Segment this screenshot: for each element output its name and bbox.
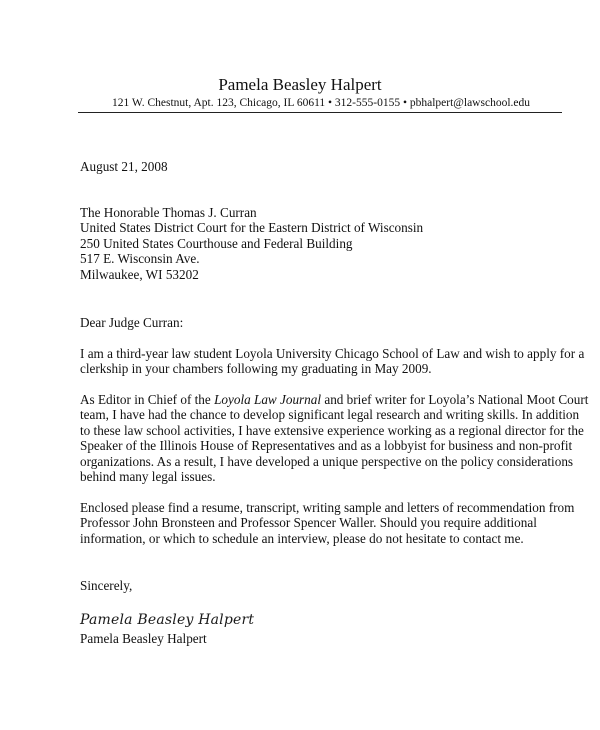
paragraph-line: Enclosed please find a resume, transcript, writing sample and letters of recommendation from — [80, 500, 575, 515]
text-run: and brief writer for Loyola’s National Moot Court — [321, 392, 589, 407]
recipient-line: The Honorable Thomas J. Curran — [80, 205, 257, 220]
letterhead-contact: 121 W. Chestnut, Apt. 123, Chicago, IL 60611 • 312-555-0155 • pbhalpert@lawschool.edu — [111, 97, 530, 109]
text-run: As Editor in Chief of the — [80, 392, 215, 407]
paragraph-intro — [80, 346, 585, 377]
letter-date: August 21, 2008 — [80, 159, 168, 174]
recipient-line: 517 E. Wisconsin Ave. — [80, 251, 200, 267]
typed-name: Pamela Beasley Halpert — [80, 631, 207, 646]
closing: Sincerely, — [80, 578, 133, 593]
paragraph-line: clerkship in your chambers following my graduating in May 2009. — [80, 361, 432, 377]
letterhead-name: Pamela Beasley Halpert — [218, 75, 382, 94]
recipient-line: Milwaukee, WI 53202 — [80, 266, 199, 282]
signature: Pamela Beasley Halpert — [80, 612, 255, 628]
recipient-line: United States District Court for the Eastern District of Wisconsin — [80, 220, 424, 236]
letterhead-divider — [78, 112, 562, 113]
paragraph-line: Speaker of the Illinois House of Representatives and as a lobbyist for business and non-profit — [80, 438, 573, 454]
paragraph-line: organizations. As a result, I have developed a unique perspective on the policy considerations — [80, 453, 574, 469]
paragraph-enclosures — [80, 500, 575, 546]
paragraph-line: information, or which to schedule an interview, please do not hesitate to contact me. — [80, 530, 524, 546]
recipient-address — [80, 205, 570, 282]
paragraph-line: team, I have had the chance to develop significant legal research and writing skills. In addition — [80, 407, 580, 423]
salutation: Dear Judge Curran: — [80, 315, 184, 330]
paragraph-line: to these law school activities, I have extensive experience working as a regional director for the — [80, 422, 584, 438]
paragraph-experience — [80, 392, 589, 485]
paragraph-line — [80, 392, 589, 407]
paragraph-line: I am a third-year law student Loyola University Chicago School of Law and wish to apply for a — [80, 346, 585, 361]
paragraph-line: Professor John Bronsteen and Professor Spencer Waller. Should you require additional — [80, 515, 537, 531]
paragraph-line: behind many legal issues. — [80, 469, 216, 485]
recipient-line: 250 United States Courthouse and Federal Building — [80, 235, 353, 251]
journal-title: Loyola Law Journal — [214, 392, 322, 407]
